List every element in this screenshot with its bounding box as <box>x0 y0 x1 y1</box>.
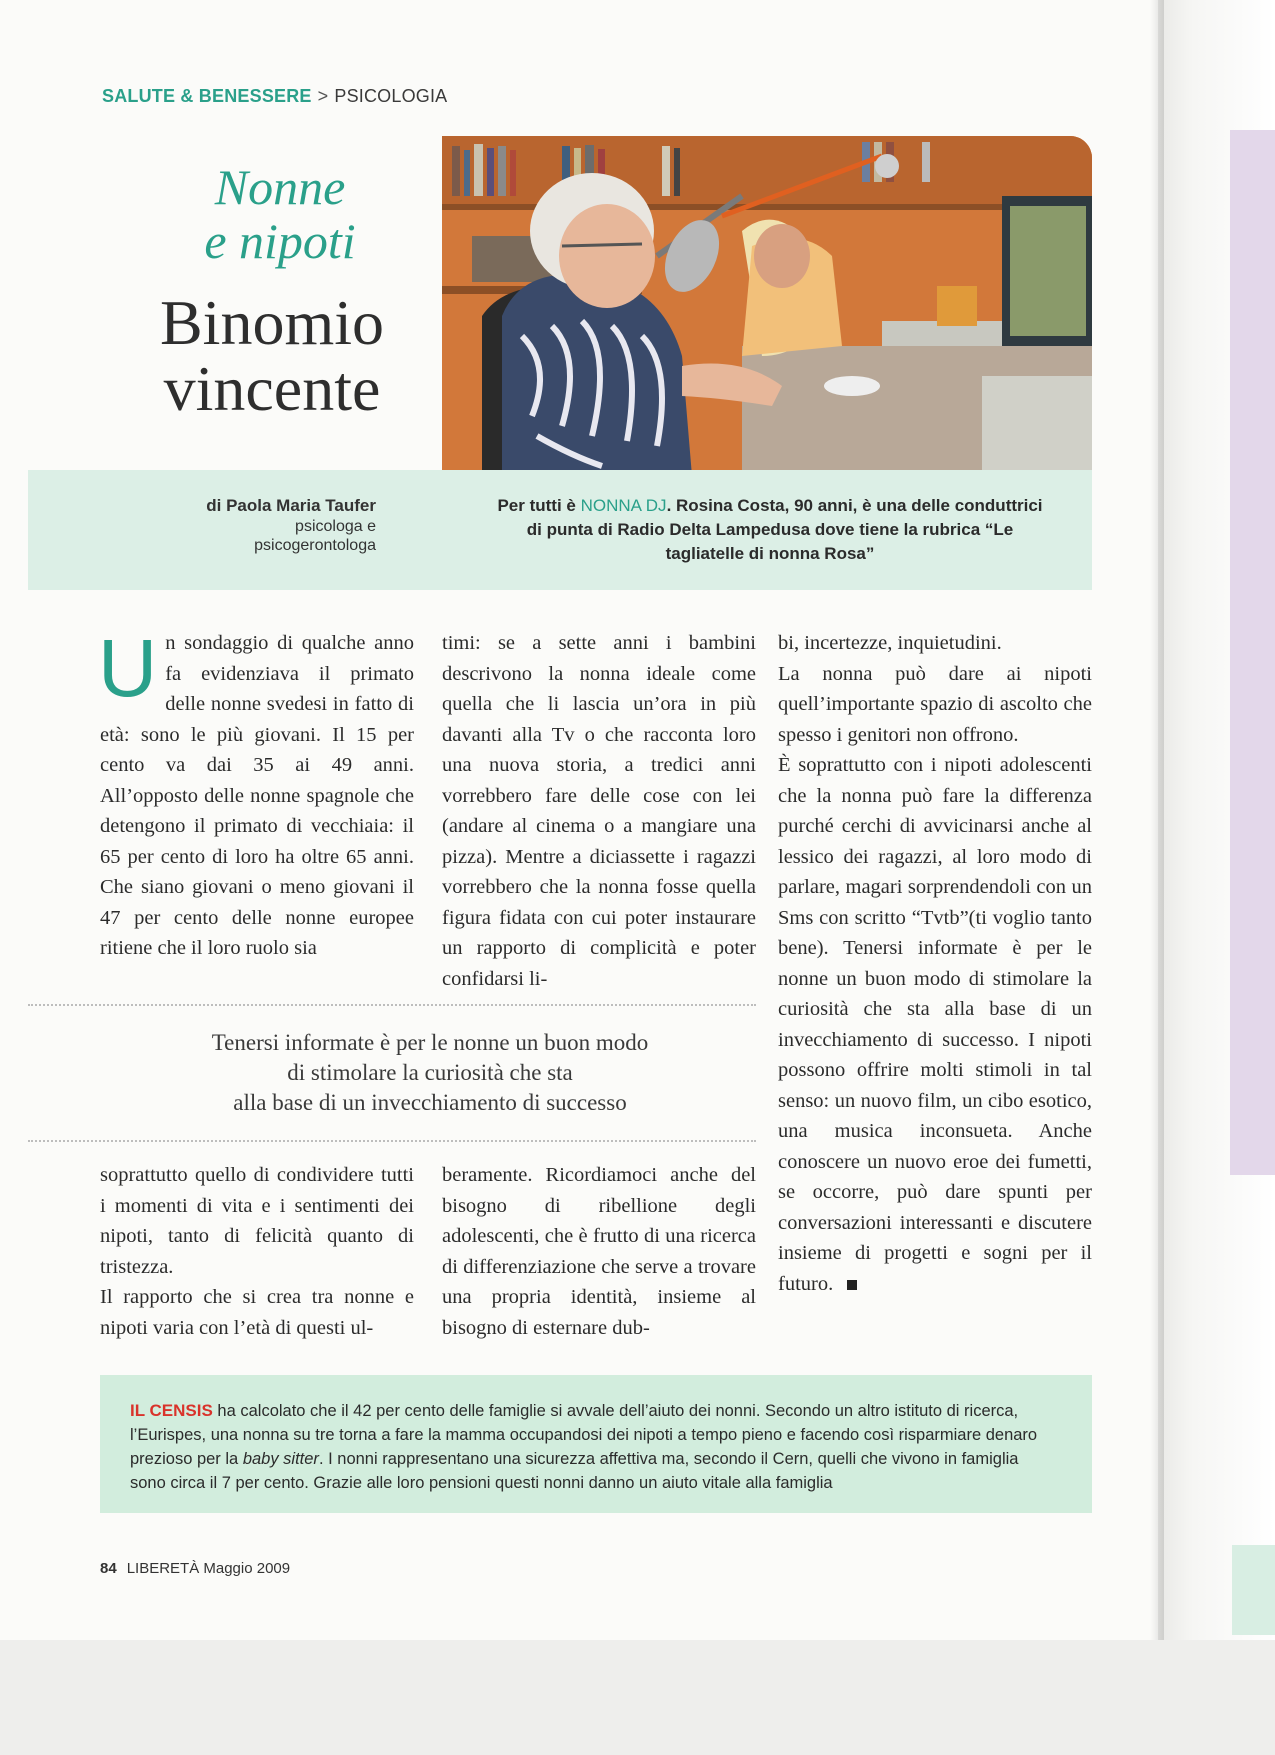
article-paragraph: bi, incertezze, inquietudini. <box>778 632 1002 654</box>
article-paragraph: timi: se a sette anni i bambini descrivono la nonna ideale come quella che li lascia un’ora in più davanti alla Tv o che racconta loro una nuova storia, a tredici anni vorrebbero fare delle cose con lei (andare al cinema o a mangiare una pizza). Mentre a diciassette i ragazzi vorrebbero che la nonna fosse quella figura fidata con cui poter instaurare un rapporto di complicità e poter confidarsi li- <box>442 632 756 990</box>
info-box-italic: baby sitter <box>242 1450 319 1468</box>
pull-quote-line1: Tenersi informate è per le nonne un buon modo <box>211 1030 649 1055</box>
info-box-text <box>130 1399 1050 1495</box>
breadcrumb-section: SALUTE & BENESSERE <box>102 86 312 106</box>
title-kicker-line2: e nipoti <box>204 213 356 269</box>
info-box-text-2: . I nonni rappresentano una sicurezza affettiva ma, secondo il Cern, quelli che vivono in famiglia sono circa il 7 per cento. Grazie alle loro pensioni questi nonni danno un aiuto vitale alla famiglia <box>130 1450 1019 1492</box>
drop-cap: U <box>98 623 158 714</box>
caption-prefix: Per tutti è <box>497 496 581 515</box>
byline <box>150 496 376 555</box>
magazine-issue: LIBERETÀ Maggio 2009 <box>126 1560 291 1577</box>
article-paragraph-text: È soprattutto con i nipoti adolescenti che la nonna può fare la differenza purché cerchi di avvicinarsi anche al lessico dei ragazzi, al loro modo di parlare, magari sorprendendoli con un Sms con scritto “Tvtb”(ti voglio tanto bene). Tenersi informate è per le nonne un buon modo di stimolare la curiosità che sta alla base di un invecchiamento di successo. I nipoti possono offrire molti stimoli in tal senso: un nuovo film, un cibo esotico, una musica inconsueta. Anche conoscere un nuovo eroe dei fumetti, se occorre, può dare spunti per conversazioni interessanti e discutere insieme di progetti e sogni per il futuro. <box>778 754 1092 1295</box>
end-mark-icon <box>847 1280 857 1290</box>
title-kicker-line1: Nonne <box>214 159 346 215</box>
pullquote-divider-bottom <box>28 1140 756 1142</box>
title-kicker <box>130 160 430 268</box>
photo-caption <box>490 494 1050 566</box>
article-column-2-bottom <box>442 1160 756 1343</box>
pull-quote <box>100 1028 760 1118</box>
article-column-2-top <box>442 628 756 994</box>
caption-highlight: NONNA DJ <box>580 496 667 515</box>
pullquote-divider-top <box>28 1004 756 1006</box>
page-number: 84 <box>100 1560 117 1577</box>
page-title-line1: Binomio <box>159 287 385 358</box>
page-footer <box>100 1560 290 1577</box>
breadcrumb-separator: > <box>317 86 329 106</box>
article-paragraph: beramente. Ricordiamoci anche del bisogno di ribellione degli adolescenti, che è frutto di una ricerca di differenziazione che serve a trovare una propria identità, insieme al bisogno di esternare dub- <box>442 1164 756 1339</box>
caption-text: . Rosina Costa, 90 anni, è una delle conduttrici di punta di Radio Delta Lampedusa dove tiene la rubrica “Le tagliatelle di nonna Rosa” <box>526 496 1043 563</box>
pull-quote-line3: alla base di un invecchiamento di successo <box>233 1090 627 1115</box>
info-box-lead: IL CENSIS <box>130 1401 213 1420</box>
article-paragraph: soprattutto quello di condividere tutti i momenti di vita e i sentimenti dei nipoti, tanto di felicità quanto di tristezza. <box>100 1164 414 1278</box>
radio-studio-illustration <box>442 136 1092 476</box>
scan-bottom-band <box>0 1640 1275 1755</box>
adjacent-page-strip <box>1230 130 1275 1175</box>
pull-quote-line2: di stimolare la curiosità che sta <box>287 1060 573 1085</box>
article-column-1-top <box>98 623 414 964</box>
article-column-3 <box>778 628 1092 1299</box>
adjacent-page-box <box>1232 1545 1275 1635</box>
article-paragraph <box>778 750 1092 1299</box>
article-photo <box>442 136 1092 476</box>
article-paragraph: n sondaggio di qualche anno fa evidenziava il primato delle nonne svedesi in fatto di età: sono le più giovani. Il 15 per cento va dai 35 ai 49 anni. All’opposto delle nonne spagnole che detengono il primato di vecchiaia: il 65 per cento di loro ha oltre 65 anni. Che siano giovani o meno giovani il 47 per cento delle nonne europee ritiene che il loro ruolo sia <box>100 632 414 959</box>
gutter-shadow <box>1150 0 1164 1755</box>
article-paragraph: Il rapporto che si crea tra nonne e nipoti varia con l’età di questi ul- <box>100 1286 414 1339</box>
byline-role-line2: psicogerontologa <box>254 537 376 554</box>
page-title-line2: vincente <box>163 353 381 424</box>
byline-role-line1: psicologa e <box>295 518 376 535</box>
article-paragraph: La nonna può dare ai nipoti quell’importante spazio di ascolto che spesso i genitori non offrono. <box>778 662 1092 746</box>
breadcrumb-subsection: PSICOLOGIA <box>334 86 448 106</box>
info-box-text-1: ha calcolato che il 42 per cento delle famiglie si avvale dell’aiuto dei nonni. Secondo un altro istituto di ricerca, l’Eurispes, una nonna su tre torna a fare la mamma occupandosi dei nipoti a tempo pieno e facendo così risparmiare denaro prezioso per la <box>130 1402 1038 1468</box>
breadcrumb <box>102 86 447 107</box>
page-title <box>112 287 432 424</box>
article-column-1-bottom <box>100 1160 414 1343</box>
byline-author: di Paola Maria Taufer <box>206 496 376 515</box>
